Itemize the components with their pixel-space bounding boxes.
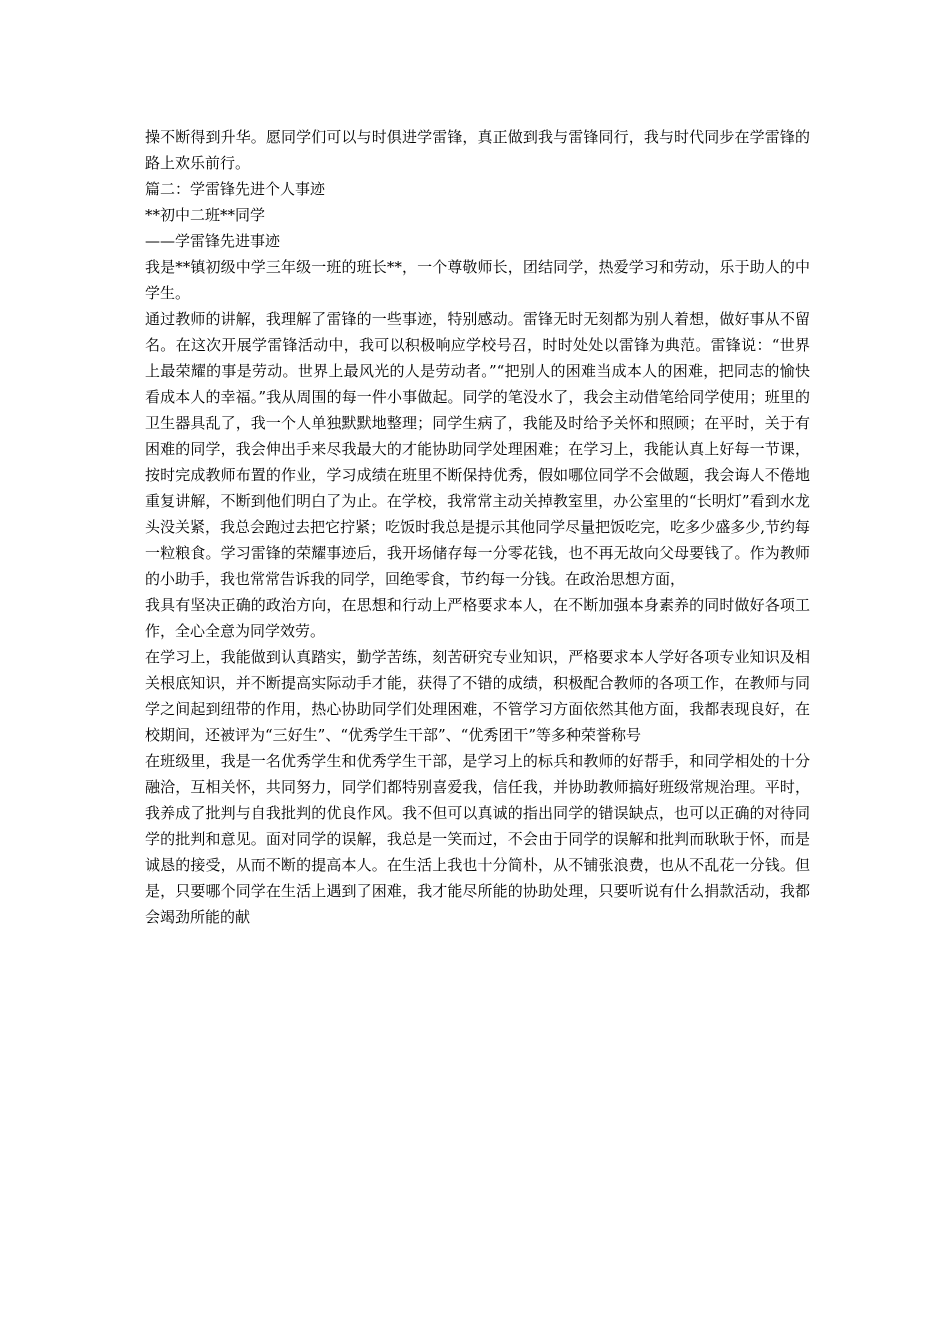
author-line: **初中二班**同学	[145, 206, 266, 224]
paragraph-intro-ending: 操不断得到升华。愿同学们可以与时俱进学雷锋，真正做到我与雷锋同行，我与时代同步在学雷锋的路上欢乐前行。	[145, 128, 810, 172]
paragraph-study: 在学习上，我能做到认真踏实，勤学苦练，刻苦研究专业知识，严格要求本人学好各项专业知识及相关根底知识，并不断提高实际动手才能，获得了不错的成绩，积极配合教师的各项工作，在教师与同学之间起到纽带的作用，热心协助同学们处理困难，不管学习方面依然其他方面，我都表现良好，在校期间，还被评为“三好生”、“优秀学生干部”、“优秀团干”等多种荣誉称号	[145, 648, 810, 744]
section-title: 篇二：学雷锋先进个人事迹	[145, 180, 326, 198]
subtitle-line: ——学雷锋先进事迹	[145, 232, 281, 250]
paragraph-self-introduction: 我是**镇初级中学三年级一班的班长**，一个尊敬师长，团结同学，热爱学习和劳动，乐于助人的中学生。	[145, 258, 810, 302]
paragraph-political-thought: 我具有坚决正确的政治方向，在思想和行动上严格要求本人，在不断加强本身素养的同时做好各项工作，全心全意为同学效劳。	[145, 596, 810, 640]
document-body	[145, 124, 810, 930]
paragraph-class-life: 在班级里，我是一名优秀学生和优秀学生干部，是学习上的标兵和教师的好帮手，和同学相处的十分融洽，互相关怀，共同努力，同学们都特别喜爱我，信任我，并协助教师搞好班级常规治理。平时，我养成了批判与自我批判的优良作风。我不但可以真诚的指出同学的错误缺点，也可以正确的对待同学的批判和意见。面对同学的误解，我总是一笑而过，不会由于同学的误解和批判而耿耿于怀，而是诚恳的接受，从而不断的提高本人。在生活上我也十分简朴，从不铺张浪费，也从不乱花一分钱。但是，只要哪个同学在生活上遇到了困难，我才能尽所能的协助处理，只要听说有什么捐款活动，我都会竭劲所能的献	[145, 752, 810, 926]
paragraph-lei-feng-deeds: 通过教师的讲解，我理解了雷锋的一些事迹，特别感动。雷锋无时无刻都为别人着想，做好事从不留名。在这次开展学雷锋活动中，我可以积极响应学校号召，时时处处以雷锋为典范。雷锋说：“世界上最荣耀的事是劳动。世界上最风光的人是劳动者。”“把别人的困难当成本人的困难，把同志的愉快看成本人的幸福。”我从周围的每一件小事做起。同学的笔没水了，我会主动借笔给同学使用；班里的卫生器具乱了，我一个人单独默默地整理；同学生病了，我能及时给予关怀和照顾；在平时，关于有困难的同学，我会伸出手来尽我最大的才能协助同学处理困难；在学习上，我能认真上好每一节课，按时完成教师布置的作业，学习成绩在班里不断保持优秀，假如哪位同学不会做题，我会诲人不倦地重复讲解，不断到他们明白了为止。在学校，我常常主动关掉教室里，办公室里的“长明灯”看到水龙头没关紧，我总会跑过去把它拧紧；吃饭时我总是提示其他同学尽量把饭吃完，吃多少盛多少,节约每一粒粮食。学习雷锋的荣耀事迹后，我开场储存每一分零花钱，也不再无故向父母要钱了。作为教师的小助手，我也常常告诉我的同学，回绝零食，节约每一分钱。在政治思想方面，	[145, 310, 810, 588]
